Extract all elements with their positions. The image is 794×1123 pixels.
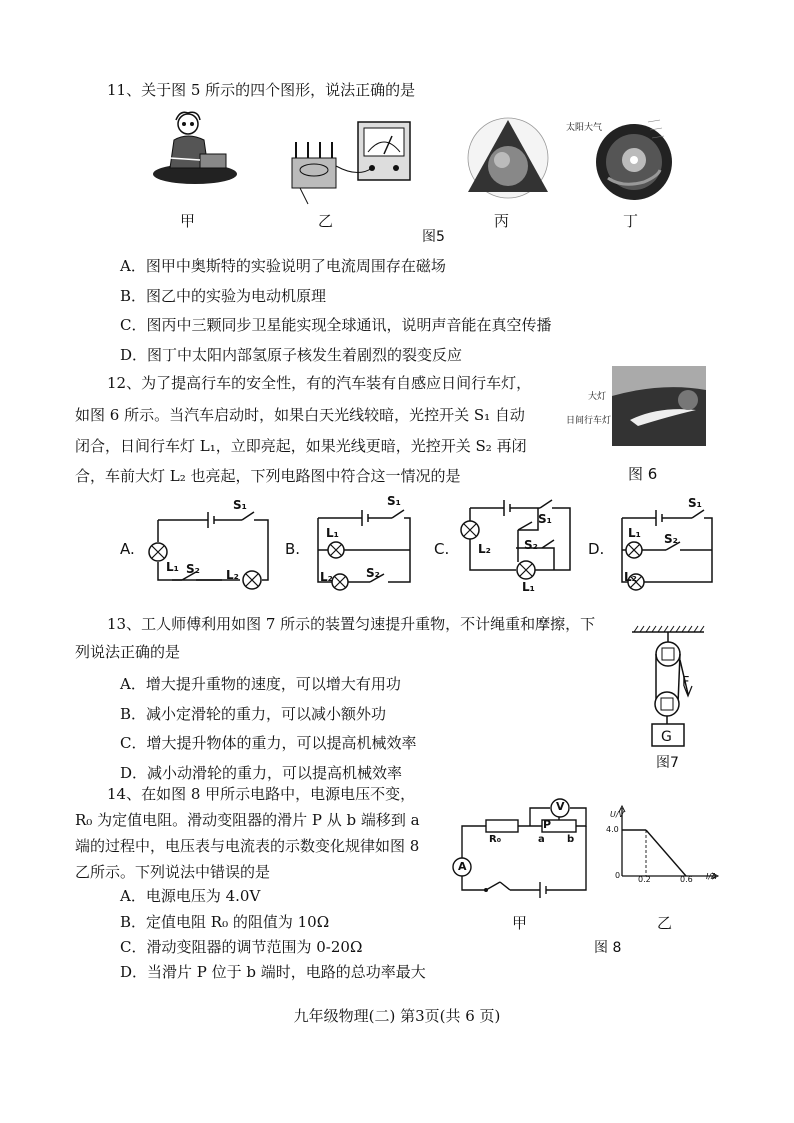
- q14-line-1: 14、在如图 8 甲所示电路中，电源电压不变，: [107, 785, 416, 803]
- q12-d-l2: L₂: [624, 570, 637, 584]
- q14-end-b-label: b: [567, 834, 575, 845]
- q12-c-l1: L₁: [522, 580, 535, 594]
- q12-d-s2: S₂: [664, 532, 678, 546]
- q14-figure: 图 8: [594, 940, 622, 956]
- q12-figure: 图 6: [628, 465, 658, 483]
- q12-choice-c: C.: [434, 540, 450, 558]
- q14-line-3: 端的过程中，电压表与电流表的示数变化规律如图 8: [75, 837, 420, 855]
- q14-option-b: B．定值电阻 R₀ 的阻值为 10Ω: [120, 913, 330, 931]
- q11-ding-label: 太阳大气: [566, 123, 603, 133]
- q14-caption-yi: 乙: [657, 914, 673, 932]
- q14-voltmeter-label: V: [556, 800, 565, 813]
- q11-image-yi: [288, 118, 418, 208]
- q11-stem: 11、关于图 5 所示的四个图形，说法正确的是: [107, 81, 416, 99]
- q11-caption-ding: 丁: [623, 212, 639, 230]
- q11-caption-jia: 甲: [180, 212, 196, 230]
- q13-option-b: B．减小定滑轮的重力，可以减小额外功: [120, 705, 387, 723]
- q12-d-l1: L₁: [628, 526, 641, 540]
- q12-choice-d: D.: [588, 540, 605, 558]
- q12-c-s2: S₂: [524, 538, 538, 552]
- q14-option-c: C．滑动变阻器的调节范围为 0-20Ω: [120, 938, 363, 956]
- q12-b-l2: L₂: [320, 570, 333, 584]
- q14-graph-x-tick-2: 0.6: [680, 875, 693, 884]
- q13-line-1: 13、工人师傅利用如图 7 所示的装置匀速提升重物，不计绳重和摩擦，下: [107, 615, 596, 633]
- q14-graph-y-axis: U/V: [610, 810, 625, 819]
- q14-slider-label: P: [543, 818, 552, 831]
- q12-line-4: 合，车前大灯 L₂ 也亮起，下列电路图中符合这一情况的是: [75, 467, 461, 485]
- q11-option-b: B．图乙中的实验为电动机原理: [120, 287, 327, 305]
- q14-graph-y-tick: 4.0: [606, 825, 619, 834]
- q14-end-a-label: a: [538, 834, 545, 845]
- q13-weight-label: G: [661, 729, 672, 745]
- q13-figure: 图7: [656, 755, 679, 771]
- q14-ammeter-label: A: [458, 860, 467, 873]
- q14-graph-x-axis: I/A: [706, 872, 717, 881]
- q14-option-a: A．电源电压为 4.0V: [120, 887, 261, 905]
- q12-c-l2: L₂: [478, 542, 491, 556]
- q12-b-l1: L₁: [326, 526, 339, 540]
- q11-image-jia: [150, 110, 240, 190]
- q12-label-headlight: 大灯: [588, 392, 607, 402]
- q12-line-1: 12、为了提高行车的安全性，有的汽车装有自感应日间行车灯，: [107, 374, 532, 392]
- q12-c-s1: S₁: [538, 512, 552, 526]
- q12-choice-b: B.: [285, 540, 301, 558]
- q11-option-d: D．图丁中太阳内部氢原子核发生着剧烈的裂变反应: [120, 346, 463, 364]
- q11-figure: 图5: [422, 229, 445, 245]
- q14-line-4: 乙所示。下列说法中错误的是: [75, 863, 271, 881]
- q12-a-l2: L₂: [226, 568, 239, 582]
- q14-graph-origin: 0: [615, 871, 621, 880]
- q11-caption-yi: 乙: [318, 212, 334, 230]
- q14-graph-x-tick-1: 0.2: [638, 875, 651, 884]
- q12-circuit-c: [458, 496, 574, 596]
- q12-a-s2: S₂: [186, 562, 200, 576]
- q14-option-d: D．当滑片 P 位于 b 端时，电路的总功率最大: [120, 963, 426, 981]
- q14-caption-jia: 甲: [512, 914, 528, 932]
- q14-line-2: R₀ 为定值电阻。滑动变阻器的滑片 P 从 b 端移到 a: [75, 811, 420, 829]
- q12-choice-a: A.: [120, 540, 135, 558]
- q12-photo: [612, 366, 706, 446]
- q11-option-a: A．图甲中奥斯特的实验说明了电流周围存在磁场: [120, 257, 446, 275]
- q13-option-a: A．增大提升重物的速度，可以增大有用功: [120, 675, 401, 693]
- q12-line-3: 闭合，日间行车灯 L₁，立即亮起，如果光线更暗，光控开关 S₂ 再闭: [75, 437, 527, 455]
- q13-force-label: F: [682, 675, 690, 690]
- q12-b-s1: S₁: [387, 494, 401, 508]
- q14-r0-label: R₀: [489, 834, 502, 845]
- q12-d-s1: S₁: [688, 496, 702, 510]
- q11-image-bing: [462, 118, 554, 200]
- q12-a-l1: L₁: [166, 560, 179, 574]
- q14-circuit-diagram: [446, 796, 596, 896]
- q12-label-drl: 日间行车灯: [566, 416, 612, 426]
- q12-line-2: 如图 6 所示。当汽车启动时，如果白天光线较暗，光控开关 S₁ 自动: [75, 406, 525, 424]
- q12-b-s2: S₂: [366, 566, 380, 580]
- q13-line-2: 列说法正确的是: [75, 643, 181, 661]
- q11-caption-bing: 丙: [494, 212, 510, 230]
- page-footer: 九年级物理(二) 第3页(共 6 页): [293, 1007, 501, 1025]
- q11-option-c: C．图丙中三颗同步卫星能实现全球通讯，说明声音能在真空传播: [120, 316, 552, 334]
- q12-a-s1: S₁: [233, 498, 247, 512]
- q13-option-d: D．减小动滑轮的重力，可以提高机械效率: [120, 764, 403, 782]
- q13-option-c: C．增大提升物体的重力，可以提高机械效率: [120, 734, 417, 752]
- q12-circuit-a: [152, 498, 272, 598]
